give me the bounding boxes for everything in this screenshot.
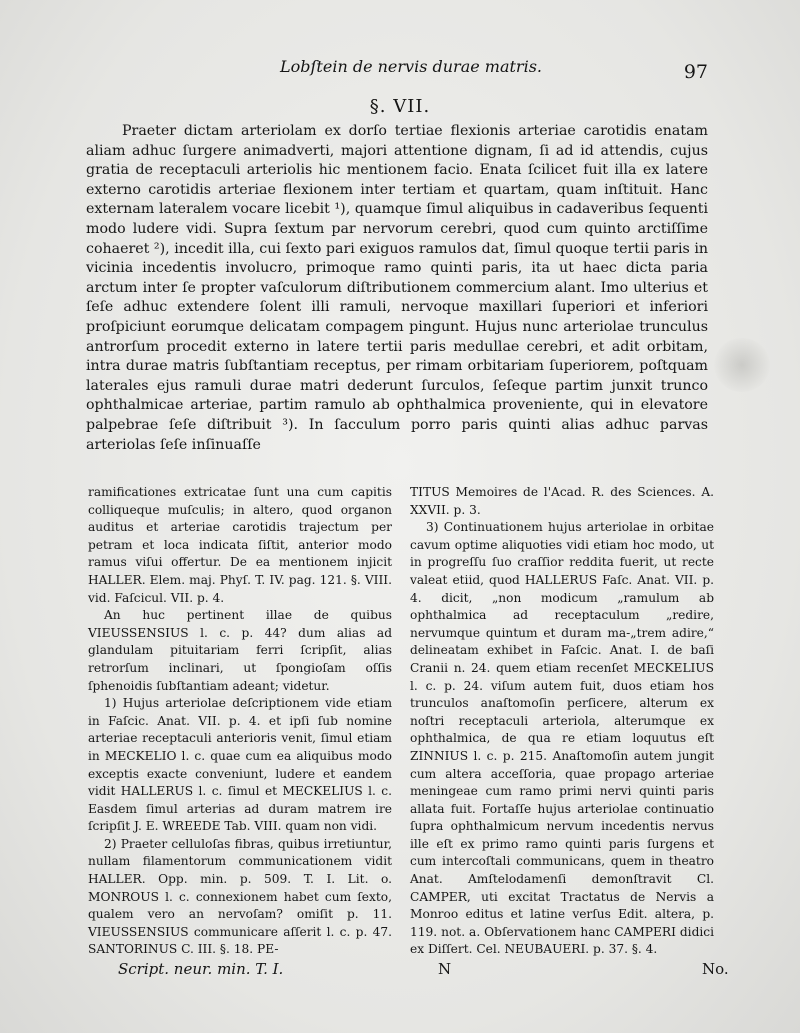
catchword: No. <box>702 960 729 978</box>
footnote-3: 3) Continuationem hujus arteriolae in orbitae cavum optime aliquoties vidi etiam hoc modo, ut in progreſſu ſuo craſſior reddita fuerit, ut recte valeat etiid, quod HALLERUS Faſc. Anat. VII. p. 4. dicit, „non modicum „ramulum ab ophthalmica ad receptaculum „redire, nervumque quintum et duram ma-„trem adire,“ delineatam exhibet in Faſcic. Anat. I. de baſi Cranii n. 24. quem etiam recenſet MECKELIUS l. c. p. 24. viſum autem fuit, duos etiam hos trunculos anaſtomoſin perſicere, alterum ex noſtri receptaculi arteriola, alterumque ex ophthalmica, de qua re etiam loquutus eſt ZINNIUS l. c. p. 215. Anaſtomoſin autem jungit cum altera acceſſoria, quae propago arteriae meningeae cum ramo primi nervi quinti paris allata fuit. Fortaſſe hujus arteriolae continuatio ſupra ophthalmicum nervum incedentis nervus ille eſt ex primo ramo quinti paris ſurgens et cum intercoſtali communicans, quem in theatro Anat. Amſtelodamenſi demonſtravit Cl. CAMPER, uti excitat Tractatus de Nervis a Monroo editus et latine verſus Edit. altera, p. 119. not. a. Obſervationem hanc CAMPERI didici ex Diſſert. Cel. NEUBAUERI. p. 37. §. 4. <box>410 520 714 957</box>
page-number: 97 <box>683 61 708 83</box>
footnotes-left-column <box>88 484 392 959</box>
footnote-paragraph: An huc pertinent illae de quibus VIEUSSENSIUS l. c. p. 44? dum alias ad glandulam pituitariam ferri ſcripſit, alias retrorſum inclinari, ut ſpongioſam oſſis ſphenoidis ſubſtantiam adeant; videtur. <box>88 608 392 693</box>
main-paragraph: Praeter dictam arteriolam ex dorſo tertiae flexionis arteriae carotidis enatam aliam adhuc ſurgere animadverti, majori attentione dignam, ſi ad id attendis, cujus gratia de receptaculi arteriolis hic mentionem facio. Enata ſcilicet fuit illa ex latere externo carotidis arteriae flexionem inter tertiam et quartam, quam inſtituit. Hanc externam lateralem vocare licebit ¹), quamque ſimul aliquibus in cadaveribus ſequenti modo ludere vidi. Supra ſextum par nervorum cerebri, quod cum quinto arctiſſime cohaeret ²), incedit illa, cui ſexto pari exiguos ramulos dat, ſimul quoque tertii paris in vicinia incedentis involucro, primoque ramo quinti paris, ita ut haec dicta paria arctum inter ſe propter vaſculorum diſtributionem commercium alant. Imo ulterius et ſeſe adhuc extendere ſolent illi ramuli, nervoque maxillari ſuperiori et inferiori proſpiciunt eorumque delicatam compagem pingunt. Hujus nunc arteriolae trunculus antrorſum procedit externo in latere tertii paris medullae cerebri, et adit orbitam, intra durae matris ſubſtantiam receptus, per rimam orbitariam ſuperiorem, poſtquam laterales ejus ramuli durae matri dederunt ſurculos, ſeſeque partim junxit trunco ophthalmicae arteriae, partim ramulo ab ophthalmica proveniente, qui in elevatore palpebrae ſeſe diſtribuit ³). In ſacculum porro paris quinti alias adhuc parvas arteriolas ſeſe inſinuaſſe <box>86 123 708 453</box>
footnote-paragraph: TITUS Memoires de l'Acad. R. des Sciences. A. XXVII. p. 3. <box>410 485 714 517</box>
signature-mark: N <box>438 960 452 978</box>
footnote-1: 1) Hujus arteriolae deſcriptionem vide etiam in Faſcic. Anat. VII. p. 4. et ipſi ſub nomine arteriae receptaculi anterioris venit, ſimul etiam in MECKELIO l. c. quae cum ea aliquibus modo exceptis exacte conveniunt, ludere et eandem vidit HALLERUS l. c. ſimul et MECKELIUS l. c. Easdem ſimul arterias ad duram matrem ire ſcripſit J. E. WREEDE Tab. VIII. quam non vidi. <box>88 696 392 834</box>
paper-stain <box>714 338 770 392</box>
signature-title: Script. neur. min. T. I. <box>118 960 284 978</box>
running-head <box>0 57 800 81</box>
running-title: Lobſtein de nervis durae matris. <box>280 57 542 76</box>
footnote-paragraph: ramificationes extricatae ſunt una cum capitis colliqueque muſculis; in altero, quod organon auditus et arteriae carotidis trajectum per petram et loca indicata ſiſtit, anterior modo ramus viſui offertur. De ea mentionem injicit HALLER. Elem. maj. Phyſ. T. IV. pag. 121. §. VIII. vid. Faſcicul. VII. p. 4. <box>88 485 392 605</box>
footnotes-right-column <box>410 484 714 959</box>
footnote-2: 2) Praeter celluloſas fibras, quibus irretiuntur, nullam filamentorum communicationem vidit HALLER. Opp. min. p. 509. T. I. Lit. o. MONROUS l. c. connexionem habet cum ſexto, qualem vero an nervoſam? omiſit p. 11. VIEUSSENSIUS communicare aſſerit l. c. p. 47. SANTORINUS C. III. §. 18. PE- <box>88 836 392 957</box>
section-heading: §. VII. <box>369 96 431 117</box>
page-footer <box>0 960 800 984</box>
